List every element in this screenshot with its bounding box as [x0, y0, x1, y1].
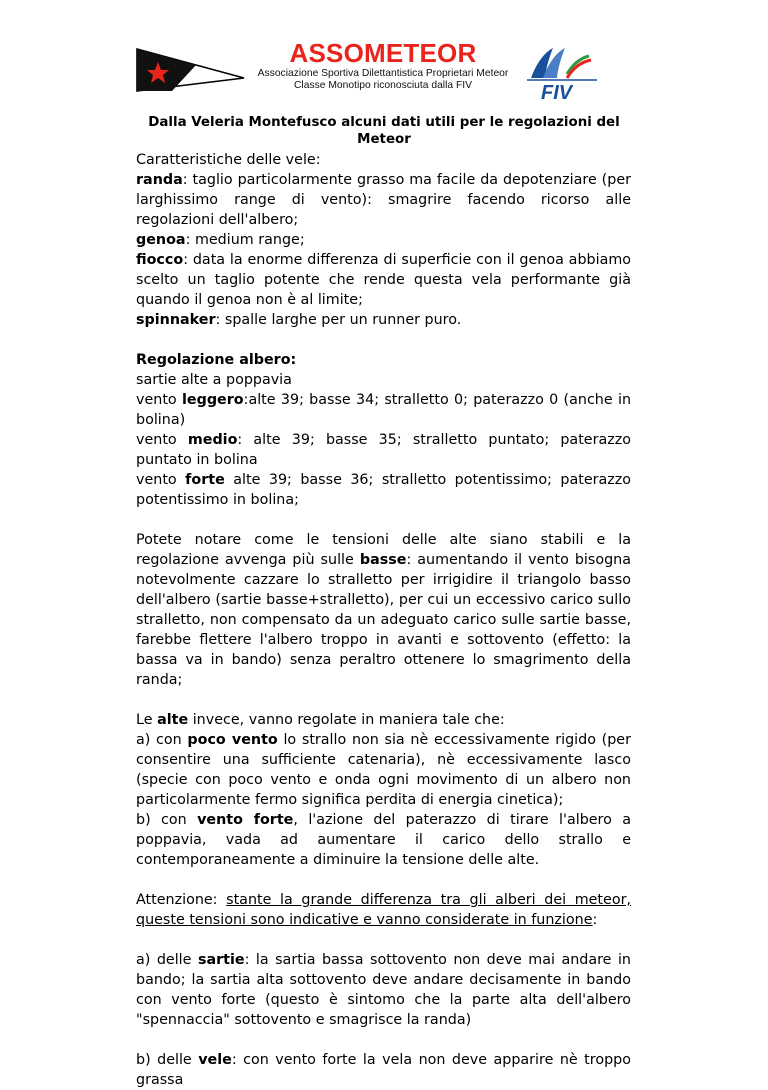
sail-randa: randa: taglio particolarmente grasso ma facile da depotenziare (per larghissimo range di vento): smagrire facendo ricorso alle regolazioni dell'albero;	[136, 172, 631, 228]
paragraph-alte-a: a) con poco vento lo strallo non sia nè eccessivamente rigido (per consentire una sufficiente catenaria), nè eccessivamente lasco (specie con poco vento e onda ogni movimento di un albero non particolarmente fermo significa perdita di energia cinetica);	[136, 732, 631, 808]
mast-heading: Regolazione albero:	[136, 352, 297, 368]
paragraph-sartie: a) delle sartie: la sartia bassa sottovento non deve mai andare in bando; la sartia alta sottovento deve andare decisamente in bando con vento forte (questo è sintomo che la parte alta dell'albero "spennaccia" sottovento e smagrisce la randa)	[136, 952, 631, 1028]
sail-spinnaker: spinnaker: spalle larghe per un runner puro.	[136, 312, 462, 328]
org-subtitle-line2: Classe Monotipo riconosciuta dalla FIV	[294, 80, 472, 91]
mast-light-wind: vento leggero:alte 39; basse 34; stralletto 0; paterazzo 0 (anche in bolina)	[136, 392, 632, 428]
burgee-flag-icon	[136, 48, 246, 92]
document-body	[136, 150, 632, 1088]
paragraph-vele: b) delle vele: con vento forte la vela non deve apparire nè troppo grassa	[136, 1052, 631, 1088]
paragraph-alte: Le alte invece, vanno regolate in maniera tale che:	[136, 712, 505, 728]
fiv-logo-text: FIV	[541, 82, 573, 104]
mast-line1: sartie alte a poppavia	[136, 372, 292, 388]
org-subtitle-line1: Associazione Sportiva Dilettantistica Proprietari Meteor	[257, 68, 509, 79]
mast-strong-wind: vento forte alte 39; basse 36; stralletto potentissimo; paterazzo potentissimo in bolina;	[136, 472, 632, 508]
letterhead	[0, 0, 768, 110]
paragraph-basse: Potete notare come le tensioni delle alte siano stabili e la regolazione avvenga più sulle basse: aumentando il vento bisogna notevolmente cazzare lo stralletto per irrigidire il triangolo basso dell'albero (sartie basse+stralletto), per cui un eccessivo carico sullo stralletto, non compensato da un adeguato carico sulle sartie basse, farebbe flettere l'albero troppo in avanti e sottovento (effetto: la bassa va in bando) senza peraltro ottenere lo smagrimento della randa;	[136, 532, 631, 688]
sail-fiocco: fiocco: data la enorme differenza di superficie con il genoa abbiamo scelto un taglio potente che rende questa vela performante già quando il genoa non è al limite;	[136, 252, 631, 308]
document-title: Dalla Veleria Montefusco alcuni dati utili per le regolazioni del Meteor	[148, 115, 620, 147]
sails-intro: Caratteristiche delle vele:	[136, 152, 321, 168]
sail-genoa: genoa: medium range;	[136, 232, 305, 248]
paragraph-alte-b: b) con vento forte, l'azione del paterazzo di tirare l'albero a poppavia, vada ad aumentare il carico dello strallo e contemporaneamente a diminuire la tensione delle alte.	[136, 812, 632, 868]
paragraph-attenzione: Attenzione: stante la grande differenza tra gli alberi dei meteor, queste tensioni sono indicative e vanno considerate in funzione:	[136, 892, 631, 928]
mast-medium-wind: vento medio: alte 39; basse 35; stralletto puntato; paterazzo puntato in bolina	[136, 432, 631, 468]
org-name: ASSOMETEOR	[289, 38, 477, 68]
fiv-logo-icon	[527, 44, 599, 102]
